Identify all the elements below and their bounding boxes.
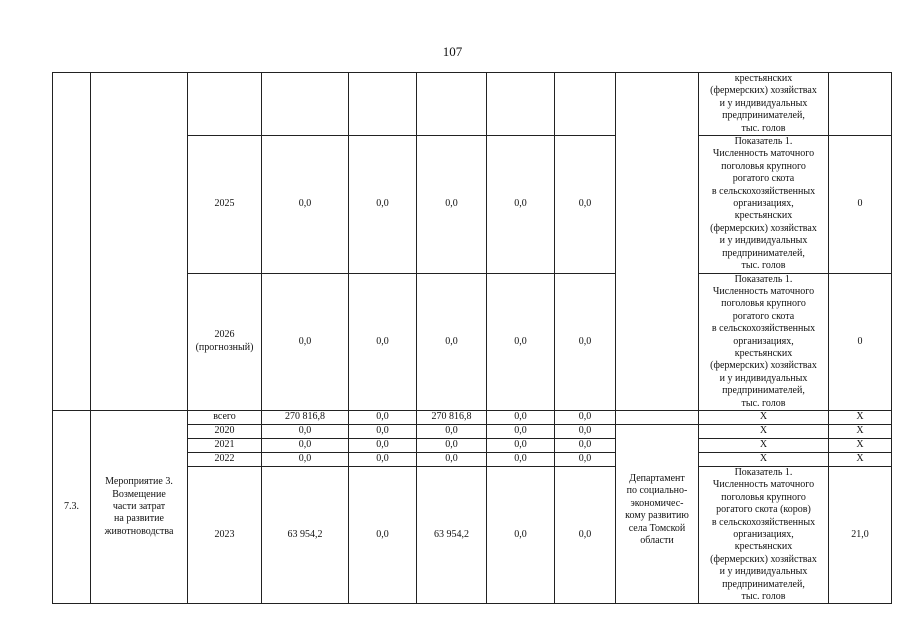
value-cell: 270 816,8 [262,410,349,424]
value-cell: 63 954,2 [417,466,487,603]
target-cell: Х [829,424,892,438]
indicator-cell: Х [699,438,829,452]
row-number-cell: 7.3. [53,410,91,603]
measure-name-cell [91,73,188,411]
table-row [53,73,892,136]
value-cell: 270 816,8 [417,410,487,424]
value-cell [262,73,349,136]
value-cell [487,73,555,136]
year-cell: 2026 (прогнозный) [188,273,262,410]
value-cell: 0,0 [487,410,555,424]
value-cell: 0,0 [555,136,616,273]
value-cell: 0,0 [349,452,417,466]
target-cell [829,73,892,136]
value-cell: 0,0 [262,452,349,466]
value-cell: 0,0 [262,424,349,438]
target-cell: 21,0 [829,466,892,603]
value-cell: 0,0 [487,452,555,466]
year-cell: 2025 [188,136,262,273]
year-cell: 2020 [188,424,262,438]
executor-cell: Департамент по социально- экономичес- кому развитию села Томской области [616,424,699,603]
value-cell: 0,0 [262,273,349,410]
target-cell: 0 [829,136,892,273]
year-cell: 2022 [188,452,262,466]
value-cell: 0,0 [417,136,487,273]
value-cell: 0,0 [349,424,417,438]
value-cell: 0,0 [417,424,487,438]
indicator-cell: Показатель 1. Численность маточного поголовья крупного рогатого скота (коров) в сельскохозяйственных организациях, крестьянских (фермерских) хозяйствах и у индивидуальных предпринимателей, тыс. голов [699,466,829,603]
indicator-cell: Х [699,410,829,424]
value-cell: 0,0 [262,438,349,452]
value-cell: 0,0 [555,410,616,424]
indicator-cell: Показатель 1. Численность маточного поголовья крупного рогатого скота в сельскохозяйственных организациях, крестьянских (фермерских) хозяйствах и у индивидуальных предпринимателей, тыс. голов [699,273,829,410]
value-cell [349,73,417,136]
indicator-cell: Х [699,452,829,466]
value-cell: 0,0 [555,424,616,438]
indicator-cell: крестьянских (фермерских) хозяйствах и у индивидуальных предпринимателей, тыс. голов [699,73,829,136]
value-cell: 0,0 [417,438,487,452]
value-cell: 0,0 [262,136,349,273]
value-cell: 0,0 [487,466,555,603]
table-row [53,410,892,424]
target-cell: Х [829,452,892,466]
indicator-cell: Х [699,424,829,438]
value-cell: 0,0 [555,452,616,466]
value-cell: 0,0 [349,136,417,273]
target-cell: 0 [829,273,892,410]
row-number-cell [53,73,91,411]
value-cell [555,73,616,136]
value-cell: 0,0 [487,424,555,438]
year-cell: 2021 [188,438,262,452]
value-cell: 0,0 [417,452,487,466]
value-cell: 0,0 [349,466,417,603]
value-cell: 63 954,2 [262,466,349,603]
value-cell: 0,0 [555,466,616,603]
indicator-cell: Показатель 1. Численность маточного поголовья крупного рогатого скота в сельскохозяйственных организациях, крестьянских (фермерских) хозяйствах и у индивидуальных предпринимателей, тыс. голов [699,136,829,273]
executor-cell [616,410,699,424]
value-cell: 0,0 [487,273,555,410]
value-cell: 0,0 [555,273,616,410]
value-cell: 0,0 [417,273,487,410]
target-cell: Х [829,410,892,424]
page-number: 107 [442,44,463,59]
value-cell: 0,0 [487,136,555,273]
target-cell: Х [829,438,892,452]
year-cell [188,73,262,136]
program-table [52,72,892,604]
value-cell: 0,0 [349,410,417,424]
value-cell: 0,0 [349,438,417,452]
value-cell: 0,0 [487,438,555,452]
year-cell: 2023 [188,466,262,603]
value-cell [417,73,487,136]
value-cell: 0,0 [555,438,616,452]
year-cell: всего [188,410,262,424]
value-cell: 0,0 [349,273,417,410]
measure-name-cell: Мероприятие 3. Возмещение части затрат на развитие животноводства [91,410,188,603]
executor-cell [616,73,699,411]
